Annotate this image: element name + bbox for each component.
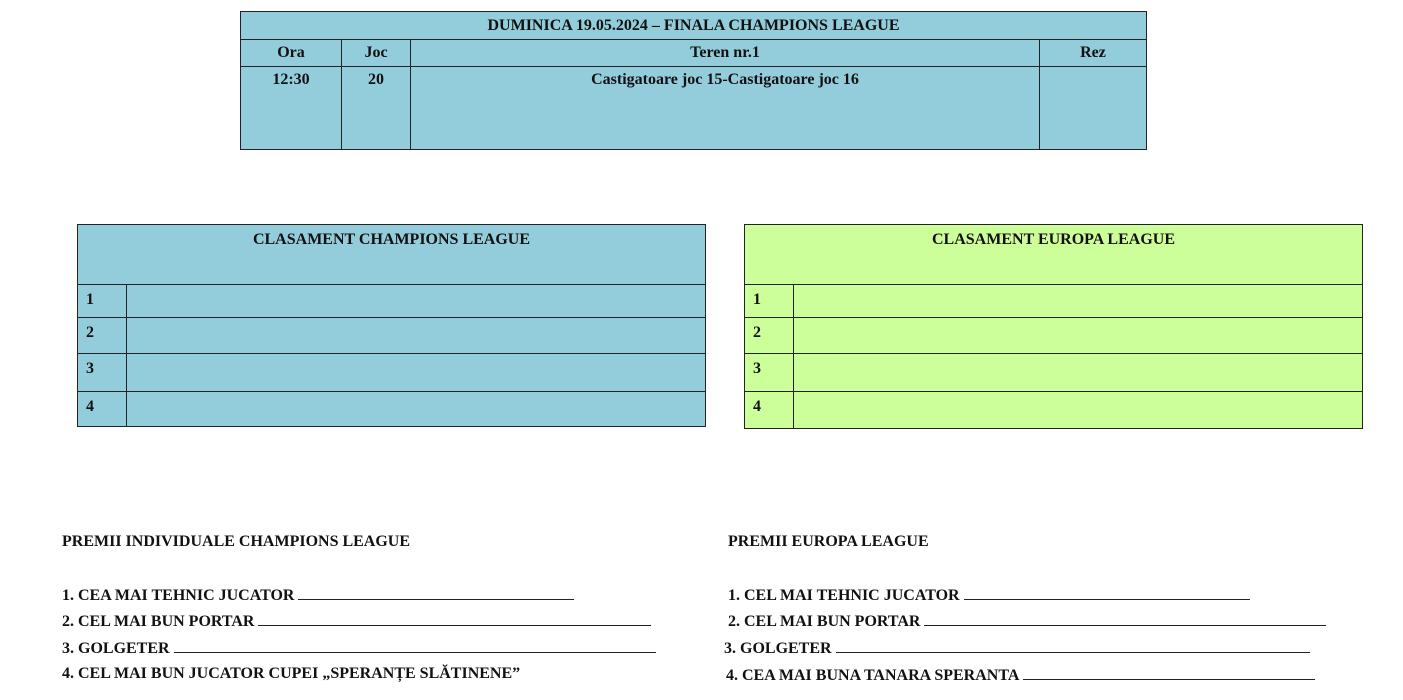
award-label: 1. CEA MAI TEHNIC JUCATOR xyxy=(62,587,295,604)
award-blank xyxy=(924,611,1326,626)
team-cell xyxy=(794,318,1363,354)
award-label: 4. CEA MAI BUNA TANARA SPERANTA xyxy=(726,667,1020,684)
award-blank xyxy=(964,585,1250,600)
position-number: 3 xyxy=(78,354,127,392)
standings-title: CLASAMENT CHAMPIONS LEAGUE xyxy=(78,225,706,285)
schedule-title: DUMINICA 19.05.2024 – FINALA CHAMPIONS LEAGUE xyxy=(241,12,1147,40)
award-blank xyxy=(174,638,656,653)
champions-league-awards xyxy=(62,532,702,682)
award-label: 3. GOLGETER xyxy=(724,640,832,657)
award-line xyxy=(728,611,1326,631)
column-header-joc: Joc xyxy=(342,40,411,67)
europa-league-standings xyxy=(744,224,1363,429)
team-cell xyxy=(794,285,1363,318)
award-label: 3. GOLGETER xyxy=(62,640,170,657)
team-cell xyxy=(127,318,706,354)
europa-league-awards xyxy=(724,532,1384,684)
award-line xyxy=(62,585,574,605)
award-label: 2. CEL MAI BUN PORTAR xyxy=(728,613,921,630)
table-row xyxy=(78,318,706,354)
position-number: 4 xyxy=(745,392,794,429)
award-blank xyxy=(1023,665,1315,680)
award-line xyxy=(62,665,520,683)
champions-league-standings xyxy=(77,224,706,427)
column-header-teren: Teren nr.1 xyxy=(411,40,1040,67)
award-line xyxy=(62,611,651,631)
table-row xyxy=(745,392,1363,429)
team-cell xyxy=(794,354,1363,392)
award-line xyxy=(728,585,1250,605)
column-header-ora: Ora xyxy=(241,40,342,67)
award-label: 4. CEL MAI BUN JUCATOR CUPEI „SPERANȚE SLĂTINENE” xyxy=(62,665,521,682)
match-result xyxy=(1040,67,1147,150)
awards-title: PREMII INDIVIDUALE CHAMPIONS LEAGUE xyxy=(62,533,411,550)
team-cell xyxy=(127,392,706,427)
position-number: 2 xyxy=(78,318,127,354)
team-cell xyxy=(794,392,1363,429)
table-row xyxy=(78,392,706,427)
table-row xyxy=(241,67,1147,150)
table-row xyxy=(745,354,1363,392)
award-line xyxy=(62,638,656,658)
match-number: 20 xyxy=(342,67,411,150)
position-number: 3 xyxy=(745,354,794,392)
position-number: 1 xyxy=(745,285,794,318)
award-label: 2. CEL MAI BUN PORTAR xyxy=(62,613,255,630)
table-row xyxy=(78,354,706,392)
awards-title: PREMII EUROPA LEAGUE xyxy=(728,533,929,550)
final-schedule-table xyxy=(240,11,1147,150)
award-line xyxy=(724,638,1310,658)
position-number: 4 xyxy=(78,392,127,427)
award-blank xyxy=(298,585,574,600)
team-cell xyxy=(127,285,706,318)
award-blank xyxy=(836,638,1310,653)
award-line xyxy=(726,665,1315,685)
award-blank xyxy=(258,611,651,626)
standings-title: CLASAMENT EUROPA LEAGUE xyxy=(745,225,1363,285)
match-time: 12:30 xyxy=(241,67,342,150)
column-header-rez: Rez xyxy=(1040,40,1147,67)
position-number: 1 xyxy=(78,285,127,318)
award-label: 1. CEL MAI TEHNIC JUCATOR xyxy=(728,587,960,604)
table-row xyxy=(78,285,706,318)
position-number: 2 xyxy=(745,318,794,354)
team-cell xyxy=(127,354,706,392)
table-row xyxy=(745,318,1363,354)
table-row xyxy=(745,285,1363,318)
match-teams: Castigatoare joc 15-Castigatoare joc 16 xyxy=(411,67,1040,150)
